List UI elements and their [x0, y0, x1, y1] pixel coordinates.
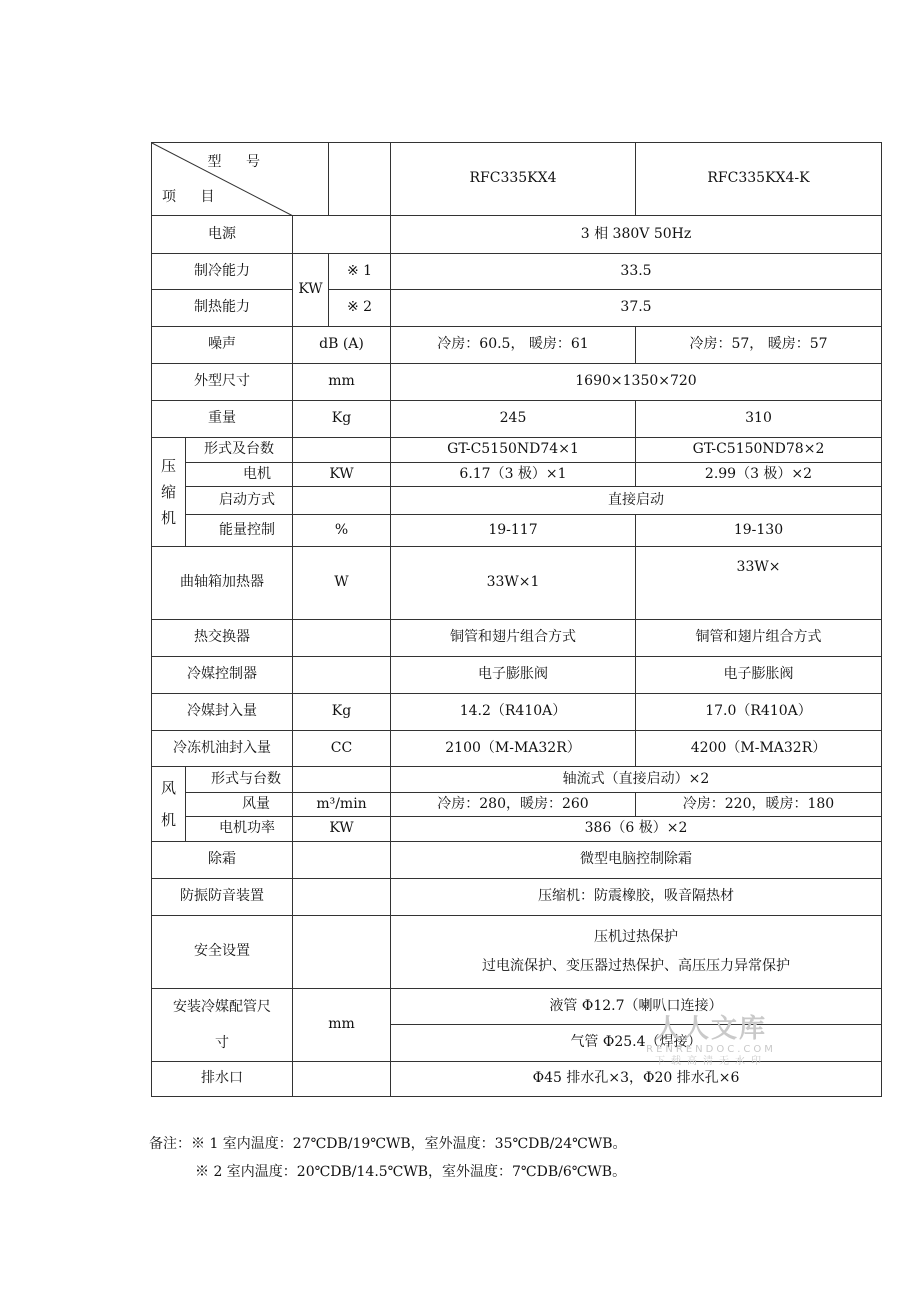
fan-type-unit	[293, 767, 391, 793]
table-row	[152, 842, 882, 879]
fan-motor-label: 电机功率	[186, 817, 293, 842]
table-row	[152, 1062, 882, 1097]
table-row	[152, 438, 882, 463]
safety-unit	[293, 916, 391, 989]
weight-a: 245	[391, 401, 636, 438]
note-line-2: ※ 2 室内温度：20℃DB/14.5℃WB，室外温度：7℃DB/6℃WB。	[195, 1164, 627, 1180]
compressor-motor-label: 电机	[186, 463, 293, 487]
heater-label: 曲轴箱加热器	[152, 547, 293, 620]
heater-a: 33W×1	[391, 547, 636, 620]
compressor-motor-b: 2.99（3 极）×2	[636, 463, 882, 487]
compressor-start-value: 直接启动	[391, 487, 882, 515]
drain-value: Φ45 排水孔×3，Φ20 排水孔×6	[391, 1062, 882, 1097]
compressor-type-label: 形式及台数	[186, 438, 293, 463]
table-header-row	[152, 143, 882, 216]
compressor-motor-unit: KW	[293, 463, 391, 487]
weight-b: 310	[636, 401, 882, 438]
power-value: 3 相 380V 50Hz	[391, 216, 882, 254]
defrost-value: 微型电脑控制除霜	[391, 842, 882, 879]
piping-liquid: 液管 Φ12.7（喇叭口连接）	[391, 989, 882, 1025]
refctrl-label: 冷媒控制器	[152, 657, 293, 694]
fan-airflow-unit: m³/min	[293, 793, 391, 817]
safety-line-1: 压机过热保护	[594, 928, 678, 945]
fan-type-label: 形式与台数	[186, 767, 293, 793]
compressor-capacity-unit: %	[293, 515, 391, 547]
watermark-tag: 下载高清无水印	[655, 1056, 767, 1067]
table-row	[152, 401, 882, 438]
table-row	[152, 916, 882, 989]
fan-motor-value: 386（6 极）×2	[391, 817, 882, 842]
size-unit: mm	[293, 364, 391, 401]
safety-line-2: 过电流保护、变压器过热保护、高压压力异常保护	[482, 958, 790, 974]
exchanger-a: 铜管和翅片组合方式	[391, 620, 636, 657]
refctrl-unit	[293, 657, 391, 694]
piping-label-line-1: 安装冷媒配管尺	[173, 999, 271, 1015]
refctrl-b: 电子膨胀阀	[636, 657, 882, 694]
table-row	[152, 767, 882, 793]
charge-a: 14.2（R410A）	[391, 694, 636, 731]
antivib-label: 防振防音装置	[152, 879, 293, 916]
compressor-group-text: 压缩机	[160, 457, 176, 527]
charge-label: 冷媒封入量	[152, 694, 293, 731]
notes	[149, 1130, 627, 1186]
compressor-start-unit	[293, 487, 391, 515]
piping-label-line-2: 寸	[215, 1035, 229, 1051]
size-value: 1690×1350×720	[391, 364, 882, 401]
defrost-unit	[293, 842, 391, 879]
table-row	[152, 793, 882, 817]
weight-label: 重量	[152, 401, 293, 438]
antivib-unit	[293, 879, 391, 916]
compressor-capacity-a: 19-117	[391, 515, 636, 547]
compressor-capacity-label: 能量控制	[186, 515, 293, 547]
compressor-motor-a: 6.17（3 极）×1	[391, 463, 636, 487]
fan-type-value: 轴流式（直接启动）×2	[391, 767, 882, 793]
noise-a: 冷房：60.5， 暖房：61	[391, 327, 636, 364]
table-row	[152, 731, 882, 767]
fan-group-text: 风机	[160, 779, 176, 829]
table-row	[152, 487, 882, 515]
cooling-label: 制冷能力	[152, 254, 293, 290]
oil-b: 4200（M-MA32R）	[636, 731, 882, 767]
watermark-main: 人人文库	[654, 1014, 767, 1044]
table-row	[152, 547, 882, 620]
drain-unit	[293, 1062, 391, 1097]
heating-value: 37.5	[391, 290, 882, 327]
model-a-header: RFC335KX4	[391, 143, 636, 216]
watermark-sub: RENRENDOC.COM	[646, 1044, 776, 1055]
compressor-start-label: 启动方式	[186, 487, 293, 515]
item-header-label: 项 目	[162, 188, 225, 205]
piping-gas: 气管 Φ25.4（焊接）	[391, 1025, 882, 1062]
fan-airflow-b: 冷房：220，暖房：180	[636, 793, 882, 817]
safety-label: 安全设置	[152, 916, 293, 989]
table-row	[152, 364, 882, 401]
compressor-type-unit	[293, 438, 391, 463]
fan-airflow-a: 冷房：280，暖房：260	[391, 793, 636, 817]
table-row	[152, 694, 882, 731]
table-row	[152, 620, 882, 657]
spec-table	[151, 142, 882, 1097]
fan-group-label	[152, 767, 186, 842]
defrost-label: 除霜	[152, 842, 293, 879]
table-row	[152, 254, 882, 290]
model-header-label: 型 号	[207, 154, 270, 170]
cooling-note: ※ 1	[329, 254, 391, 290]
table-row	[152, 515, 882, 547]
fan-motor-unit: KW	[293, 817, 391, 842]
heating-note: ※ 2	[329, 290, 391, 327]
table-row	[152, 989, 882, 1025]
charge-b: 17.0（R410A）	[636, 694, 882, 731]
compressor-type-b: GT-C5150ND78×2	[636, 438, 882, 463]
compressor-group-label	[152, 438, 186, 547]
heating-label: 制热能力	[152, 290, 293, 327]
noise-b: 冷房：57， 暖房：57	[636, 327, 882, 364]
cooling-value: 33.5	[391, 254, 882, 290]
exchanger-b: 铜管和翅片组合方式	[636, 620, 882, 657]
exchanger-label: 热交换器	[152, 620, 293, 657]
compressor-type-a: GT-C5150ND74×1	[391, 438, 636, 463]
size-label: 外型尺寸	[152, 364, 293, 401]
oil-a: 2100（M-MA32R）	[391, 731, 636, 767]
oil-unit: CC	[293, 731, 391, 767]
table-row	[152, 327, 882, 364]
piping-label	[152, 989, 293, 1062]
weight-unit: Kg	[293, 401, 391, 438]
heater-unit: W	[293, 547, 391, 620]
piping-unit: mm	[293, 989, 391, 1062]
refctrl-a: 电子膨胀阀	[391, 657, 636, 694]
note-line-1: 备注：※ 1 室内温度：27℃DB/19℃WB，室外温度：35℃DB/24℃WB。	[149, 1136, 627, 1152]
table-row	[152, 657, 882, 694]
capacity-unit: KW	[293, 254, 329, 327]
model-b-header: RFC335KX4-K	[636, 143, 882, 216]
charge-unit: Kg	[293, 694, 391, 731]
table-row	[152, 290, 882, 327]
noise-unit: dB (A)	[293, 327, 391, 364]
header-spacer	[329, 143, 391, 216]
power-unit	[293, 216, 391, 254]
exchanger-unit	[293, 620, 391, 657]
power-label: 电源	[152, 216, 293, 254]
table-row	[152, 879, 882, 916]
compressor-capacity-b: 19-130	[636, 515, 882, 547]
heater-b: 33W×	[736, 559, 781, 575]
fan-airflow-label: 风量	[186, 793, 293, 817]
drain-label: 排水口	[152, 1062, 293, 1097]
table-row	[152, 817, 882, 842]
oil-label: 冷冻机油封入量	[152, 731, 293, 767]
noise-label: 噪声	[152, 327, 293, 364]
heater-b-cell	[636, 547, 882, 620]
diagonal-header-cell	[152, 143, 329, 216]
antivib-value: 压缩机：防震橡胶，吸音隔热材	[391, 879, 882, 916]
safety-value-cell	[391, 916, 882, 989]
table-row	[152, 463, 882, 487]
table-row	[152, 216, 882, 254]
